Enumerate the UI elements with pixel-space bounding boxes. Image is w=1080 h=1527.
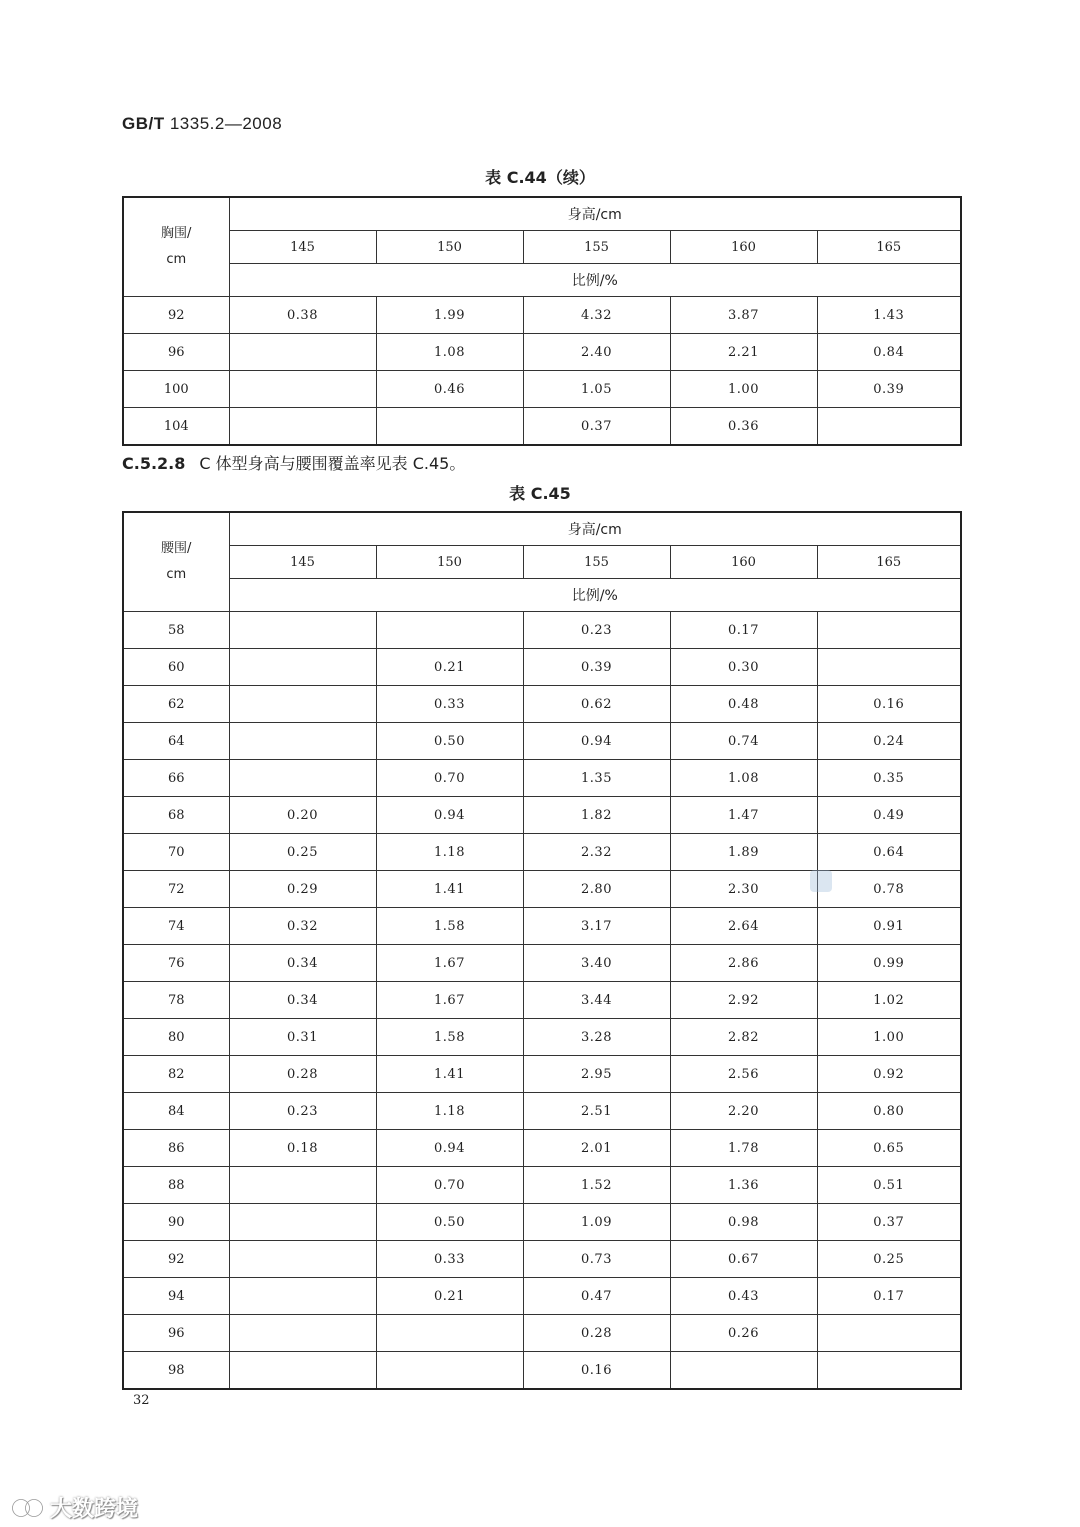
row-header <box>123 512 229 612</box>
table-row <box>123 945 961 982</box>
table-cell: 1.08 <box>670 760 817 797</box>
table-cell: 0.50 <box>376 723 523 760</box>
table-cell <box>229 371 376 408</box>
table-cell: 4.32 <box>523 297 670 334</box>
height-header-row <box>123 546 961 579</box>
table-cell: 1.43 <box>817 297 961 334</box>
table-row <box>123 871 961 908</box>
table-cell: 0.78 <box>817 871 961 908</box>
row-label: 60 <box>123 649 229 686</box>
table-cell: 1.67 <box>376 982 523 1019</box>
table-row <box>123 1315 961 1352</box>
table-row <box>123 760 961 797</box>
table-cell: 1.36 <box>670 1167 817 1204</box>
table-cell: 0.32 <box>229 908 376 945</box>
height-col-header: 145 <box>229 231 376 264</box>
table-cell: 0.70 <box>376 1167 523 1204</box>
table-row <box>123 371 961 408</box>
table-cell: 1.58 <box>376 1019 523 1056</box>
group-header-height: 身高/cm <box>229 197 961 231</box>
table-cell: 2.92 <box>670 982 817 1019</box>
table-cell: 0.29 <box>229 871 376 908</box>
table-row <box>123 797 961 834</box>
table-row <box>123 408 961 446</box>
table-cell: 0.94 <box>523 723 670 760</box>
clause-c5-2-8 <box>122 451 465 474</box>
table-cell: 1.05 <box>523 371 670 408</box>
table-cell <box>229 1167 376 1204</box>
table-cell <box>229 686 376 723</box>
standard-code <box>122 114 282 134</box>
table-cell: 1.47 <box>670 797 817 834</box>
table-cell <box>229 1241 376 1278</box>
table-cell: 0.25 <box>817 1241 961 1278</box>
table-cell: 0.64 <box>817 834 961 871</box>
height-col-header: 165 <box>817 546 961 579</box>
table-cell: 3.44 <box>523 982 670 1019</box>
row-header-label: 腰围/ <box>161 541 192 556</box>
table-row <box>123 1204 961 1241</box>
table-cell: 3.28 <box>523 1019 670 1056</box>
table-cell: 0.94 <box>376 797 523 834</box>
table-cell: 0.39 <box>523 649 670 686</box>
table-cell: 0.74 <box>670 723 817 760</box>
table-cell: 2.86 <box>670 945 817 982</box>
table-cell: 0.24 <box>817 723 961 760</box>
table-cell: 1.02 <box>817 982 961 1019</box>
table-cell: 1.35 <box>523 760 670 797</box>
table-cell <box>229 1315 376 1352</box>
table-cell: 1.89 <box>670 834 817 871</box>
group-header-height: 身高/cm <box>229 512 961 546</box>
table-row <box>123 1241 961 1278</box>
table-row <box>123 1278 961 1315</box>
table-cell: 0.25 <box>229 834 376 871</box>
table-cell: 1.08 <box>376 334 523 371</box>
height-col-header: 160 <box>670 231 817 264</box>
row-header <box>123 197 229 297</box>
table-cell: 2.21 <box>670 334 817 371</box>
table-cell: 2.40 <box>523 334 670 371</box>
table-cell: 1.00 <box>817 1019 961 1056</box>
table-row <box>123 723 961 760</box>
table-c45 <box>122 511 962 1390</box>
table-cell: 0.28 <box>523 1315 670 1352</box>
height-col-header: 145 <box>229 546 376 579</box>
row-label: 104 <box>123 408 229 446</box>
row-label: 78 <box>123 982 229 1019</box>
watermark-text: 大数跨境 <box>50 1497 139 1522</box>
row-label: 98 <box>123 1352 229 1390</box>
table-cell <box>229 408 376 446</box>
table-cell: 0.94 <box>376 1130 523 1167</box>
row-label: 92 <box>123 297 229 334</box>
table-row <box>123 982 961 1019</box>
table-cell: 2.56 <box>670 1056 817 1093</box>
row-label: 74 <box>123 908 229 945</box>
row-label: 58 <box>123 612 229 649</box>
row-label: 72 <box>123 871 229 908</box>
table-c44-caption: 表 C.44（续） <box>485 168 595 187</box>
row-label: 68 <box>123 797 229 834</box>
standard-prefix: GB/T <box>122 114 165 133</box>
table-cell: 0.33 <box>376 686 523 723</box>
row-label: 76 <box>123 945 229 982</box>
table-cell: 0.51 <box>817 1167 961 1204</box>
height-col-header: 150 <box>376 546 523 579</box>
table-cell <box>229 649 376 686</box>
row-label: 88 <box>123 1167 229 1204</box>
table-cell: 0.99 <box>817 945 961 982</box>
table-cell: 0.70 <box>376 760 523 797</box>
table-cell: 0.38 <box>229 297 376 334</box>
table-cell: 1.18 <box>376 834 523 871</box>
table-cell: 0.80 <box>817 1093 961 1130</box>
page-number: 32 <box>133 1393 150 1408</box>
table-cell: 0.39 <box>817 371 961 408</box>
table-cell: 0.30 <box>670 649 817 686</box>
table-cell: 0.46 <box>376 371 523 408</box>
table-cell <box>229 334 376 371</box>
row-label: 90 <box>123 1204 229 1241</box>
row-label: 86 <box>123 1130 229 1167</box>
row-label: 66 <box>123 760 229 797</box>
table-cell <box>817 1352 961 1390</box>
table-row <box>123 1130 961 1167</box>
table-cell <box>817 1315 961 1352</box>
height-col-header: 155 <box>523 231 670 264</box>
table-cell: 3.17 <box>523 908 670 945</box>
row-label: 94 <box>123 1278 229 1315</box>
table-cell: 0.17 <box>817 1278 961 1315</box>
table-row <box>123 334 961 371</box>
row-header-unit: cm <box>166 567 187 582</box>
table-cell: 1.52 <box>523 1167 670 1204</box>
row-header-unit: cm <box>166 252 187 267</box>
table-cell: 0.36 <box>670 408 817 446</box>
height-col-header: 165 <box>817 231 961 264</box>
row-label: 70 <box>123 834 229 871</box>
table-cell: 2.51 <box>523 1093 670 1130</box>
table-cell: 0.33 <box>376 1241 523 1278</box>
row-label: 96 <box>123 1315 229 1352</box>
table-cell: 2.80 <box>523 871 670 908</box>
table-row <box>123 1019 961 1056</box>
unit-header-ratio: 比例/% <box>229 264 961 297</box>
height-col-header: 150 <box>376 231 523 264</box>
row-label: 82 <box>123 1056 229 1093</box>
table-cell <box>670 1352 817 1390</box>
height-col-header: 155 <box>523 546 670 579</box>
table-cell: 1.78 <box>670 1130 817 1167</box>
table-cell <box>229 1278 376 1315</box>
row-label: 62 <box>123 686 229 723</box>
table-cell: 0.48 <box>670 686 817 723</box>
table-cell: 2.64 <box>670 908 817 945</box>
table-cell: 0.20 <box>229 797 376 834</box>
table-cell: 0.49 <box>817 797 961 834</box>
faint-watermark-icon <box>808 868 834 894</box>
table-cell: 0.62 <box>523 686 670 723</box>
table-cell <box>229 1204 376 1241</box>
table-cell: 2.30 <box>670 871 817 908</box>
row-label: 100 <box>123 371 229 408</box>
row-label: 96 <box>123 334 229 371</box>
table-cell: 2.82 <box>670 1019 817 1056</box>
table-cell: 0.91 <box>817 908 961 945</box>
table-cell: 0.16 <box>817 686 961 723</box>
row-label: 92 <box>123 1241 229 1278</box>
table-cell <box>376 408 523 446</box>
table-cell <box>817 408 961 446</box>
table-cell: 0.26 <box>670 1315 817 1352</box>
table-cell: 0.28 <box>229 1056 376 1093</box>
table-cell: 2.01 <box>523 1130 670 1167</box>
table-cell: 3.40 <box>523 945 670 982</box>
table-cell: 1.41 <box>376 1056 523 1093</box>
table-row <box>123 612 961 649</box>
table-cell: 0.23 <box>229 1093 376 1130</box>
table-cell: 1.00 <box>670 371 817 408</box>
table-cell: 0.23 <box>523 612 670 649</box>
table-cell: 3.87 <box>670 297 817 334</box>
table-row <box>123 649 961 686</box>
table-cell: 0.17 <box>670 612 817 649</box>
table-row <box>123 1093 961 1130</box>
table-cell: 0.50 <box>376 1204 523 1241</box>
row-label: 84 <box>123 1093 229 1130</box>
table-cell: 0.37 <box>523 408 670 446</box>
table-cell: 0.31 <box>229 1019 376 1056</box>
clause-number: C.5.2.8 <box>122 454 186 473</box>
table-cell <box>376 1352 523 1390</box>
height-col-header: 160 <box>670 546 817 579</box>
row-header-label: 胸围/ <box>161 226 192 241</box>
table-cell: 0.67 <box>670 1241 817 1278</box>
table-cell: 0.47 <box>523 1278 670 1315</box>
table-row <box>123 908 961 945</box>
table-cell: 2.32 <box>523 834 670 871</box>
table-cell: 0.34 <box>229 945 376 982</box>
row-label: 80 <box>123 1019 229 1056</box>
table-cell: 1.41 <box>376 871 523 908</box>
clause-text: C 体型身高与腰围覆盖率见表 C.45。 <box>199 454 466 473</box>
table-cell <box>376 1315 523 1352</box>
table-cell: 1.18 <box>376 1093 523 1130</box>
table-cell <box>376 612 523 649</box>
table-cell: 0.35 <box>817 760 961 797</box>
table-cell: 0.73 <box>523 1241 670 1278</box>
table-row <box>123 297 961 334</box>
table-cell: 0.18 <box>229 1130 376 1167</box>
table-cell: 0.92 <box>817 1056 961 1093</box>
table-cell: 1.58 <box>376 908 523 945</box>
table-cell: 0.21 <box>376 649 523 686</box>
table-c45-caption: 表 C.45 <box>509 484 571 503</box>
table-cell: 0.34 <box>229 982 376 1019</box>
table-cell: 0.84 <box>817 334 961 371</box>
table-cell: 0.16 <box>523 1352 670 1390</box>
table-cell: 0.37 <box>817 1204 961 1241</box>
table-row <box>123 1352 961 1390</box>
unit-header-ratio: 比例/% <box>229 579 961 612</box>
table-cell: 1.67 <box>376 945 523 982</box>
table-cell <box>817 649 961 686</box>
table-cell: 1.99 <box>376 297 523 334</box>
table-cell: 2.20 <box>670 1093 817 1130</box>
table-row <box>123 686 961 723</box>
table-cell: 0.21 <box>376 1278 523 1315</box>
table-row <box>123 834 961 871</box>
height-header-row <box>123 231 961 264</box>
table-cell <box>229 760 376 797</box>
table-cell <box>229 723 376 760</box>
table-cell: 1.09 <box>523 1204 670 1241</box>
table-cell <box>229 1352 376 1390</box>
watermark <box>12 1492 138 1523</box>
table-cell: 0.98 <box>670 1204 817 1241</box>
table-cell <box>817 612 961 649</box>
table-cell: 2.95 <box>523 1056 670 1093</box>
table-cell <box>229 612 376 649</box>
standard-number: 1335.2—2008 <box>169 114 283 133</box>
table-cell: 0.43 <box>670 1278 817 1315</box>
table-cell: 0.65 <box>817 1130 961 1167</box>
brand-logo-icon <box>12 1497 46 1519</box>
table-cell: 1.82 <box>523 797 670 834</box>
table-row <box>123 1167 961 1204</box>
table-c44 <box>122 196 962 446</box>
row-label: 64 <box>123 723 229 760</box>
table-row <box>123 1056 961 1093</box>
